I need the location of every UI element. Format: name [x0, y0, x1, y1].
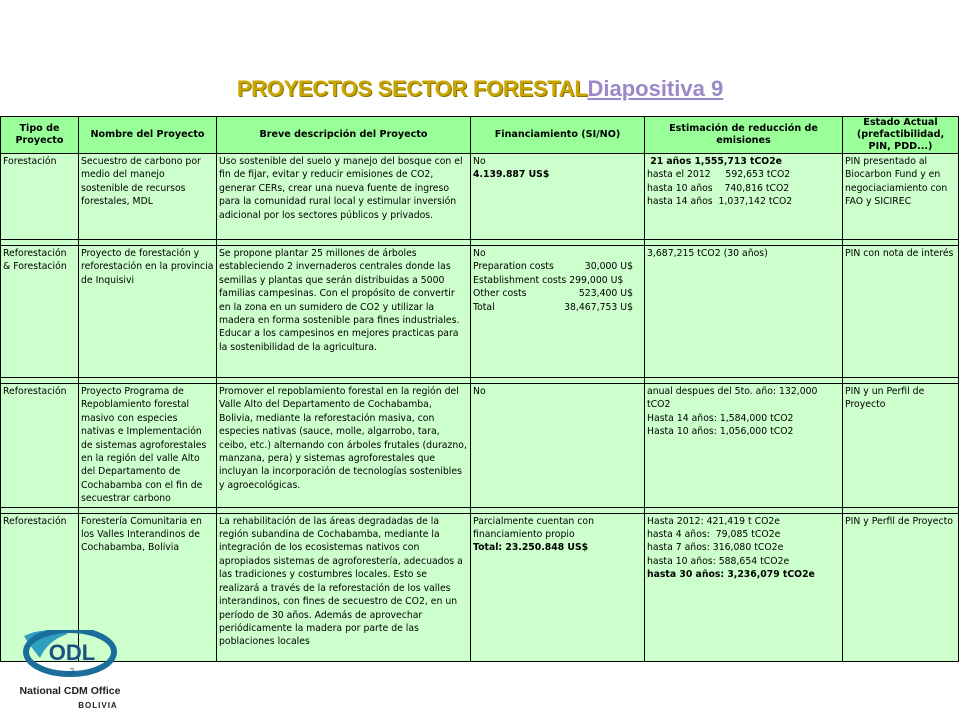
logo-sub: 2: [69, 667, 75, 676]
fin-cost-line: [473, 287, 633, 300]
fin-line: No: [473, 248, 486, 259]
est-line: Hasta 2012: 421,419 t CO2e: [647, 515, 781, 527]
est-line: hasta 4 años: 79,085 tCO2e: [647, 529, 781, 541]
table-row: [1, 154, 959, 240]
cell-tipo: Reforestación: [1, 384, 79, 508]
logo-country: BOLIVIA: [78, 701, 118, 710]
cell-estado: PIN presentado al Biocarbon Fund y en negociaciamiento con FAO y SICIREC: [843, 154, 959, 240]
header-nombre: Nombre del Proyecto: [79, 117, 217, 154]
logo-abbrev: ODL: [48, 640, 96, 665]
fin-line: No: [473, 156, 486, 167]
cell-nombre: Proyecto de forestación y reforestación en la provincia de Inquisivi: [79, 246, 217, 378]
est-line: 21 años 1,555,713 tCO2e: [647, 156, 782, 167]
est-line: Hasta 10 años: 1,056,000 tCO2: [647, 426, 794, 438]
fin-cost-value: 38,467,753 U$: [564, 301, 633, 313]
slide-title-bar: [0, 76, 960, 102]
projects-table: [0, 116, 959, 662]
est-line: hasta 10 años: 588,654 tCO2e: [647, 555, 790, 567]
table-row: [1, 384, 959, 508]
cell-financiamiento: [471, 513, 645, 661]
header-estimacion: Estimación de reducción de emisiones: [645, 117, 843, 154]
fin-total: Total: 23.250.848 US$: [473, 542, 589, 554]
slide-title: PROYECTOS SECTOR FORESTAL: [236, 76, 588, 101]
fin-cost-label: Establishment costs 299,000 U$: [473, 274, 624, 286]
est-line: hasta 14 años 1,037,142 tCO2: [647, 196, 793, 208]
table-row: [1, 246, 959, 378]
est-line: hasta 30 años: 3,236,079 tCO2e: [647, 569, 815, 581]
table-header-row: [1, 117, 959, 154]
cell-estado: PIN con nota de interés: [843, 246, 959, 378]
fin-cost-line: [473, 274, 633, 287]
fin-line: No: [473, 386, 486, 397]
cell-financiamiento: [471, 384, 645, 508]
fin-cost-value: 30,000 U$: [584, 261, 633, 273]
header-tipo: Tipo de Proyecto: [1, 117, 79, 154]
cell-nombre: Secuestro de carbono por medio del manejo sostenible de recursos forestales, MDL: [79, 154, 217, 240]
cell-descripcion: Uso sostenible del suelo y manejo del bosque con el fin de fijar, evitar y reducir emisiones de CO2, generar CERs, crear una nueva fuente de ingreso para la comunidad rural local y estimular inversión adicional por los sectores públicos y privados.: [217, 154, 471, 240]
est-line: hasta 7 años: 316,080 tCO2e: [647, 542, 784, 554]
fin-cost-value: 523,400 U$: [578, 288, 633, 300]
cell-descripcion: La rehabilitación de las áreas degradadas de la región subandina de Cochabamba, mediante la integración de los ecosistemas nativos con apropiados sistemas de agroforestería, adecuados a las tradiciones y costumbres locales. Esto se realizará a través de la reforestación de los valles interandinos, con fines de secuestro de CO2, en un período de 30 años. Además de aprovechar periódicamente la madera por parte de las poblaciones locales: [217, 513, 471, 661]
cell-tipo: Reforestación & Forestación: [1, 246, 79, 378]
header-estado: Estado Actual (prefactibilidad, PIN, PDD...): [843, 117, 959, 154]
slide-link[interactable]: Diapositiva 9: [587, 76, 724, 101]
header-financiamiento: Financiamiento (SI/NO): [471, 117, 645, 154]
est-line: hasta 10 años 740,816 tCO2: [647, 182, 790, 194]
cdm-office-logo: [10, 630, 130, 718]
cell-estado: PIN y Perfil de Proyecto: [843, 513, 959, 661]
cell-financiamiento: [471, 246, 645, 378]
fin-cost-label: Total: [473, 301, 495, 313]
cell-tipo: Reforestación: [1, 513, 79, 661]
fin-cost-label: Other costs: [473, 288, 527, 300]
cell-financiamiento: [471, 154, 645, 240]
cell-estimacion: [645, 513, 843, 661]
cell-estimacion: [645, 246, 843, 378]
est-line: anual despues del 5to. año: 132,000 tCO2: [647, 386, 818, 411]
est-line: hasta el 2012 592,653 tCO2: [647, 169, 791, 181]
logo-text: National CDM Office: [19, 685, 121, 697]
cell-tipo: Forestación: [1, 154, 79, 240]
est-line: Hasta 14 años: 1,584,000 tCO2: [647, 412, 794, 424]
cell-descripcion: Se propone plantar 25 millones de árboles estableciendo 2 invernaderos centrales donde las semillas y plantas que serán distribuidas a 5000 familias campesinas. Con el propósito de convertir en la zona en un sumidero de CO2 y utilizar la madera en forma sostenible para fines industriales. Educar a los campesinos en mejores practicas para la sostenibilidad de la agricultura.: [217, 246, 471, 378]
header-descripcion: Breve descripción del Proyecto: [217, 117, 471, 154]
cell-estimacion: [645, 154, 843, 240]
cell-descripcion: Promover el repoblamiento forestal en la región del Valle Alto del Departamento de Cochabamba, Bolivia, mediante la reforestación masiva, con especies nativas (sauce, molle, algarrobo, tara, ceibo, etc.) alternando con árboles frutales (durazno, manzana, pera) y sistemas agroforestales que incluyan la incorporación de tecnologías sostenibles y agroecológicas.: [217, 384, 471, 508]
cell-estimacion: [645, 384, 843, 508]
cell-estado: PIN y un Perfil de Proyecto: [843, 384, 959, 508]
cell-nombre: Proyecto Programa de Repoblamiento forestal masivo con especies nativas e Implementación de sistemas agroforestales en la región del valle Alto del Departamento de Cochabamba con el fin de secuestrar carbono: [79, 384, 217, 508]
cell-nombre: Forestería Comunitaria en los Valles Interandinos de Cochabamba, Bolivia: [79, 513, 217, 661]
fin-total: 4.139.887 US$: [473, 169, 550, 181]
table-row: [1, 513, 959, 661]
fin-cost-label: Preparation costs: [473, 261, 554, 273]
est-line: 3,687,215 tCO2 (30 años): [647, 248, 768, 259]
fin-line: Parcialmente cuentan con financiamiento propio: [473, 515, 594, 541]
fin-cost-line: [473, 260, 633, 273]
fin-cost-line: [473, 301, 633, 314]
